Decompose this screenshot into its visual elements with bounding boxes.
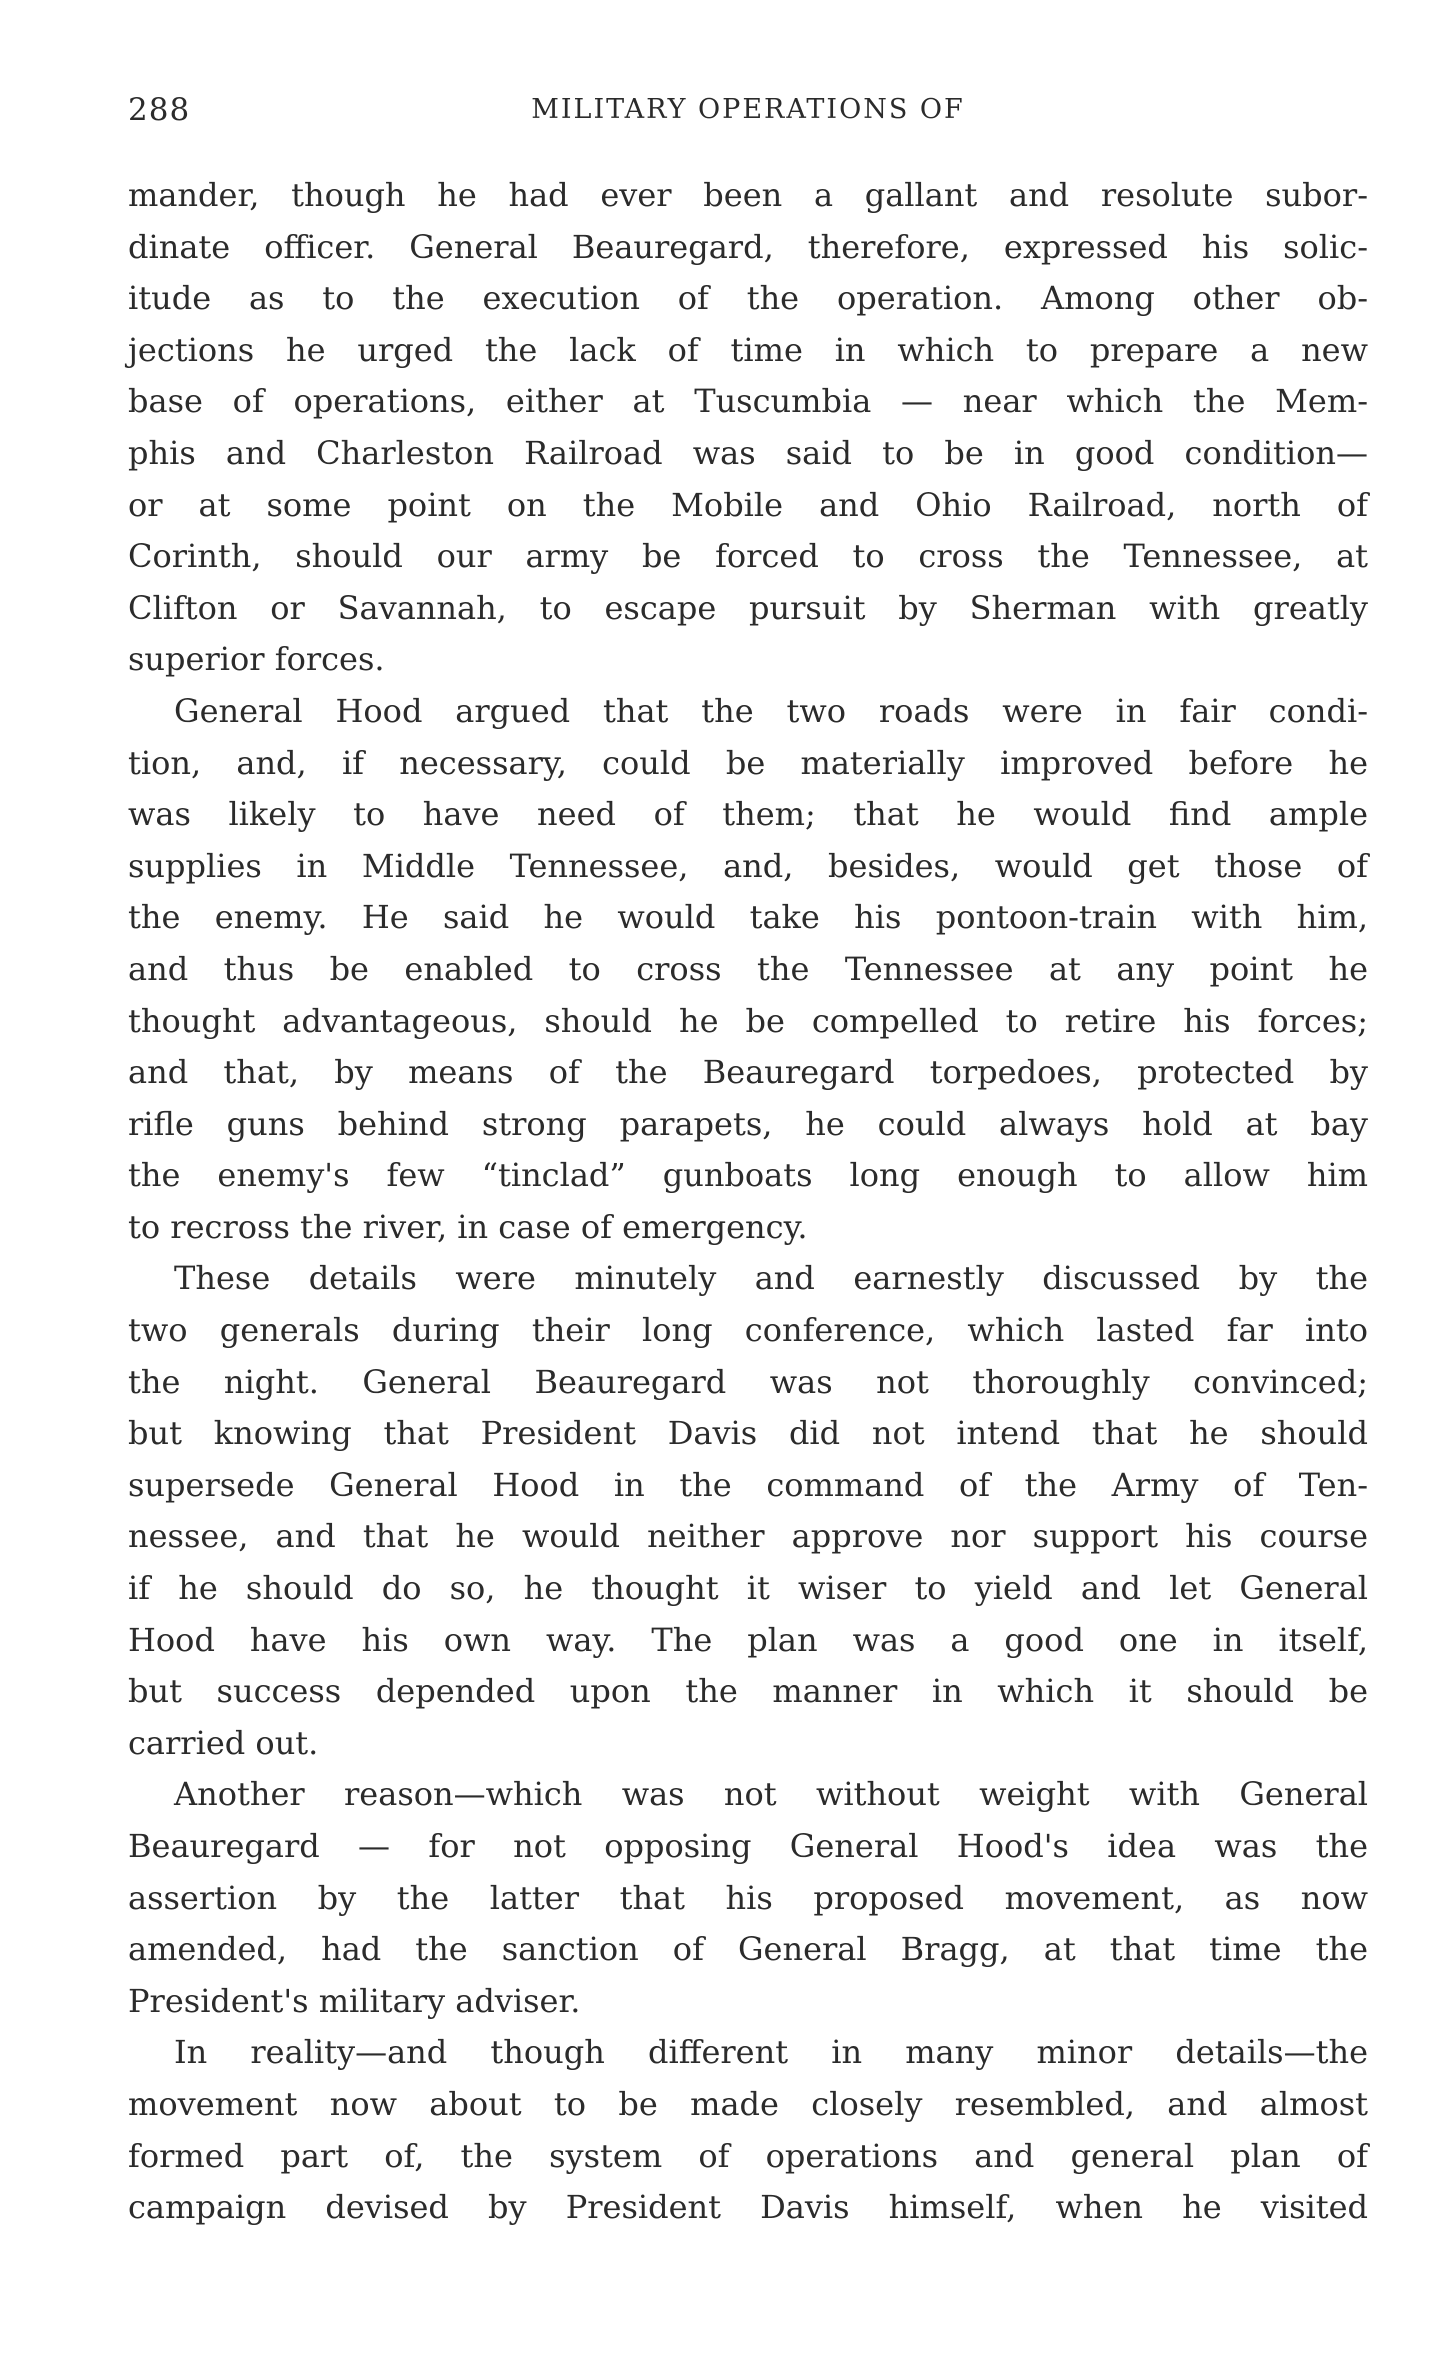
text-line: formed part of, the system of operations and general plan of — [128, 2136, 1368, 2175]
text-line: or at some point on the Mobile and Ohio Railroad, north of — [128, 485, 1368, 524]
text-line: nessee, and that he would neither approve nor support his course — [128, 1517, 1368, 1556]
text-line: if he should do so, he thought it wiser to yield and let General — [128, 1569, 1368, 1608]
text-line: mander, though he had ever been a gallant and resolute subor- — [128, 176, 1368, 214]
text-line: two generals during their long conference, which lasted far into — [128, 1311, 1368, 1350]
text-line: tion, and, if necessary, could be materially improved before he — [128, 743, 1368, 782]
text-line: supplies in Middle Tennessee, and, besides, would get those of — [128, 846, 1368, 885]
text-line: supersede General Hood in the command of the Army of Ten- — [128, 1465, 1368, 1504]
text-line: Clifton or Savannah, to escape pursuit by Sherman with greatly — [128, 588, 1368, 627]
text-line: dinate officer. General Beauregard, therefore, expressed his solic- — [128, 227, 1368, 266]
text-line: the enemy's few “tinclad” gunboats long enough to allow him — [128, 1156, 1368, 1195]
text-line: carried out. — [128, 1723, 319, 1762]
running-head — [128, 92, 1368, 132]
text-line: the enemy. He said he would take his pontoon-train with him, — [128, 898, 1368, 937]
text-line: thought advantageous, should he be compelled to retire his forces; — [128, 1001, 1368, 1040]
text-line: itude as to the execution of the operation. Among other ob- — [128, 279, 1368, 318]
text-line: Hood have his own way. The plan was a good one in itself, — [128, 1620, 1368, 1659]
text-line: base of operations, either at Tuscumbia — near which the Mem- — [128, 382, 1368, 421]
text-line: President's military adviser. — [128, 1981, 581, 2020]
text-line: but knowing that President Davis did not intend that he should — [128, 1414, 1368, 1453]
text-line: and that, by means of the Beauregard torpedoes, protected by — [128, 1053, 1368, 1092]
text-line: but success depended upon the manner in which it should be — [128, 1672, 1368, 1711]
text-line: Another reason—which was not without weight with General — [174, 1775, 1368, 1814]
text-line: assertion by the latter that his proposed movement, as now — [128, 1878, 1368, 1917]
text-line: Corinth, should our army be forced to cross the Tennessee, at — [128, 537, 1368, 576]
text-line: superior forces. — [128, 640, 385, 679]
text-line: In reality—and though different in many minor details—the — [174, 2033, 1368, 2072]
text-line: General Hood argued that the two roads were in fair condi- — [174, 691, 1368, 730]
text-line: amended, had the sanction of General Bragg, at that time the — [128, 1930, 1368, 1969]
text-line: to recross the river, in case of emergency. — [128, 1207, 808, 1246]
text-line: jections he urged the lack of time in which to prepare a new — [128, 330, 1368, 369]
text-line: These details were minutely and earnestly discussed by the — [174, 1259, 1368, 1298]
header-title: MILITARY OPERATIONS OF — [531, 94, 965, 125]
page-number: 288 — [128, 92, 191, 128]
text-line: campaign devised by President Davis himself, when he visited — [128, 2188, 1368, 2227]
text-line: was likely to have need of them; that he would find ample — [128, 795, 1368, 834]
text-line: movement now about to be made closely resembled, and almost — [128, 2084, 1368, 2123]
body-text — [128, 170, 1368, 2234]
text-line: Beauregard — for not opposing General Hood's idea was the — [128, 1827, 1368, 1865]
text-line: the night. General Beauregard was not thoroughly convinced; — [128, 1362, 1368, 1401]
text-line: rifle guns behind strong parapets, he could always hold at bay — [128, 1104, 1368, 1143]
text-line: phis and Charleston Railroad was said to be in good condition— — [128, 433, 1368, 472]
text-line: and thus be enabled to cross the Tennessee at any point he — [128, 949, 1368, 988]
